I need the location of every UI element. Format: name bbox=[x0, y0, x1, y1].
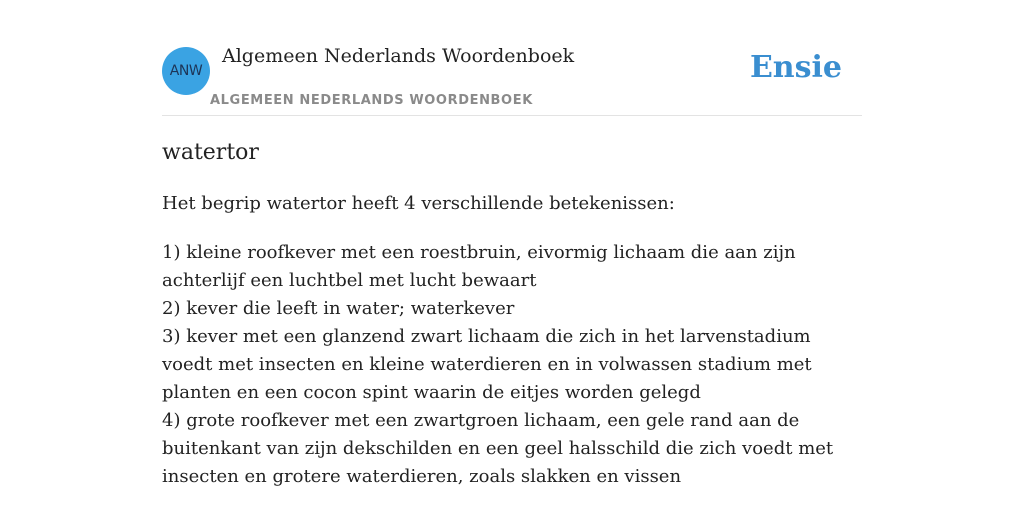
site-title-link[interactable]: Algemeen Nederlands Woordenboek bbox=[222, 45, 575, 67]
definition-item: 3) kever met een glanzend zwart lichaam die zich in het larvenstadium voedt met insecten en kleine waterdieren en in volwassen stadium met planten en een cocon spint waarin de eitjes worden gelegd bbox=[162, 326, 812, 403]
ensie-brand-logo[interactable]: Ensie bbox=[749, 50, 842, 85]
definition-item: 2) kever die leeft in water; waterkever bbox=[162, 298, 515, 319]
entry-intro: Het begrip watertor heeft 4 verschillende betekenissen: bbox=[162, 193, 675, 214]
page-content bbox=[162, 0, 862, 487]
anw-logo[interactable]: ANW bbox=[162, 47, 210, 95]
entry-word-title: watertor bbox=[162, 140, 259, 165]
definition-list bbox=[162, 239, 862, 491]
site-header bbox=[162, 0, 862, 116]
definition-item: 4) grote roofkever met een zwartgroen lichaam, een gele rand aan de buitenkant van zijn dekschilden en een geel halsschild die zich voedt met insecten en grotere waterdieren, zoals slakken en vissen bbox=[162, 410, 834, 487]
site-subtitle: ALGEMEEN NEDERLANDS WOORDENBOEK bbox=[210, 93, 533, 108]
definition-item: 1) kleine roofkever met een roestbruin, eivormig lichaam die aan zijn achterlijf een luchtbel met lucht bewaart bbox=[162, 242, 796, 291]
